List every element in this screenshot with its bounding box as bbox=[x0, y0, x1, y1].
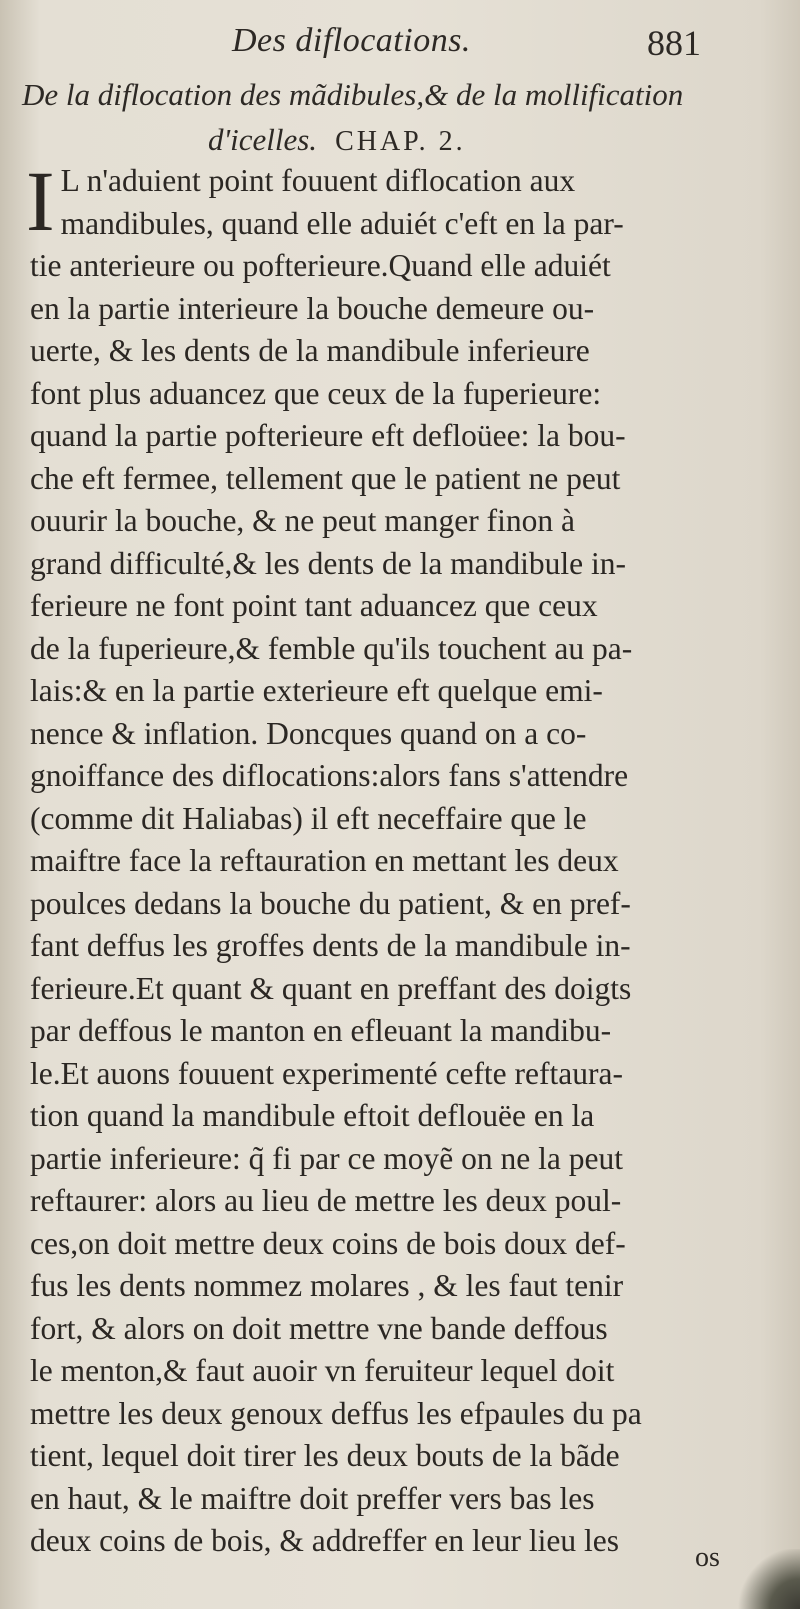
text-line: nence & inflation. Doncques quand on a co- bbox=[30, 715, 587, 751]
text-line: tient, lequel doit tirer les deux bouts de la bãde bbox=[30, 1438, 620, 1473]
text-line: partie inferieure: q̃ fi par ce moyẽ on ne la peut bbox=[30, 1140, 623, 1176]
running-head: Des diflocations. bbox=[232, 22, 471, 59]
text-line-first: L n'aduient point fouuent diflocation aux bbox=[60, 163, 576, 198]
text-line: tion quand la mandibule eftoit deflouëe en la bbox=[30, 1098, 595, 1133]
body-text bbox=[26, 153, 750, 1563]
catchword: os bbox=[695, 1542, 720, 1573]
body-lines bbox=[30, 203, 750, 1563]
text-line: fant deffus les groffes dents de la mandibule in- bbox=[30, 928, 631, 963]
page-corner-shadow bbox=[730, 1549, 800, 1609]
text-line: de la fuperieure,& femble qu'ils touchent au pa- bbox=[30, 630, 633, 666]
text-line: fort, & alors on doit mettre vne bande deffous bbox=[30, 1310, 608, 1346]
text-line: quand la partie pofterieure eft defloüee: la bou- bbox=[30, 418, 626, 453]
text-line: ferieure.Et quant & quant en preffant des doigts bbox=[30, 970, 632, 1006]
text-line: le.Et auons fouuent experimenté cefte reftaura- bbox=[30, 1055, 623, 1091]
text-line: maiftre face la reftauration en mettant les deux bbox=[30, 843, 619, 878]
text-line: tie anterieure ou pofterieure.Quand elle aduiét bbox=[30, 248, 611, 283]
text-line: (comme dit Haliabas) il eft neceffaire que le bbox=[30, 800, 587, 836]
text-line: uerte, & les dents de la mandibule inferieure bbox=[30, 333, 590, 368]
text-line: font plus aduancez que ceux de la fuperieure: bbox=[30, 375, 602, 411]
chapter-title-line2: d'icelles. bbox=[208, 122, 318, 157]
text-line: ouurir la bouche, & ne peut manger finon à bbox=[30, 503, 575, 538]
text-line: en haut, & le maiftre doit preffer vers bas les bbox=[30, 1480, 595, 1516]
text-line: poulces dedans la bouche du patient, & en pref- bbox=[30, 885, 631, 921]
page-header bbox=[0, 12, 800, 68]
text-line: gnoiffance des diflocations:alors fans s'attendre bbox=[30, 758, 629, 793]
text-line: fus les dents nommez molares , & les faut tenir bbox=[30, 1268, 624, 1303]
text-line: mettre les deux genoux deffus les efpaules du pa bbox=[30, 1395, 642, 1431]
text-line: reftaurer: alors au lieu de mettre les deux poul- bbox=[30, 1183, 622, 1218]
chapter-title bbox=[22, 72, 782, 164]
page-number: 881 bbox=[647, 23, 701, 63]
drop-cap: I bbox=[26, 153, 55, 249]
text-line: lais:& en la partie exterieure eft quelque emi- bbox=[30, 673, 603, 708]
text-line: che eft fermee, tellement que le patient ne peut bbox=[30, 460, 621, 496]
text-line: mandibules, quand elle aduiét c'eft en la par- bbox=[60, 205, 624, 241]
text-line: deux coins de bois, & addreffer en leur lieu les bbox=[30, 1523, 619, 1558]
chapter-title-line2-wrap bbox=[22, 117, 782, 164]
text-line: le menton,& faut auoir vn feruiteur lequel doit bbox=[30, 1353, 615, 1388]
chapter-label: CHAP. 2. bbox=[335, 126, 466, 157]
text-line: grand difficulté,& les dents de la mandibule in- bbox=[30, 545, 627, 581]
text-line: en la partie interieure la bouche demeure ou- bbox=[30, 290, 595, 326]
text-line: par deffous le manton en efleuant la mandibu- bbox=[30, 1013, 612, 1048]
chapter-title-line1: De la diflocation des mãdibules,& de la mollification bbox=[22, 77, 684, 112]
text-line: ces,on doit mettre deux coins de bois doux def- bbox=[30, 1225, 626, 1261]
text-line: ferieure ne font point tant aduancez que ceux bbox=[30, 588, 598, 623]
